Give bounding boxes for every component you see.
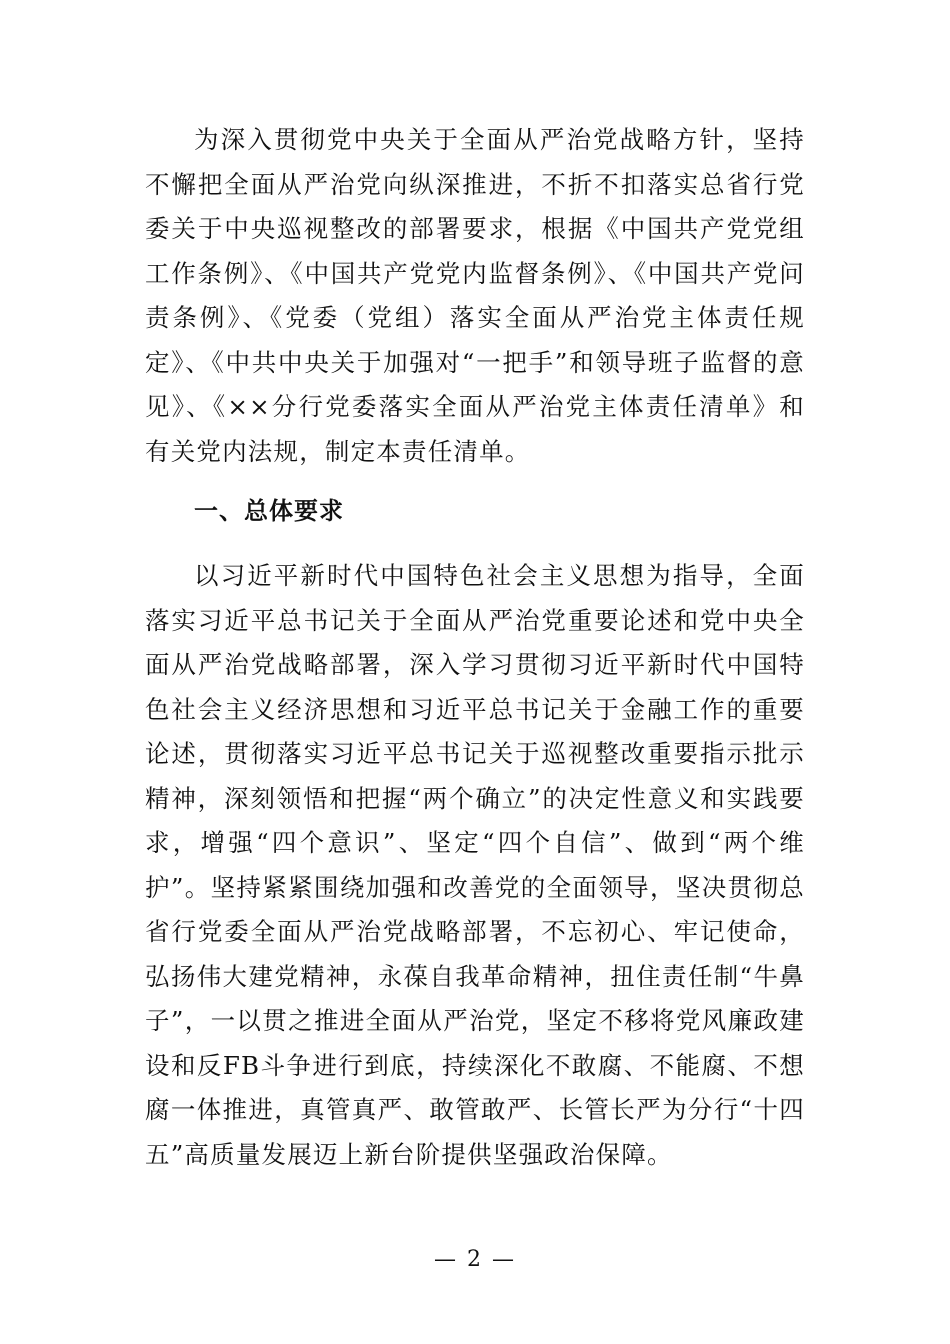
section-heading: 一、总体要求 xyxy=(194,497,344,525)
general-requirements-paragraph: 以习近平新时代中国特色社会主义思想为指导，全面落实习近平总书记关于全面从严治党重要论述和党中央全面从严治党战略部署，深入学习贯彻习近平新时代中国特色社会主义经济思想和习近平总书记关于金融工作的重要论述，贯彻落实习近平总书记关于巡视整改重要指示批示精神，深刻领悟和把握“两个确立”的决定性意义和实践要求，增强“四个意识”、坚定“四个自信”、做到“两个维护”。坚持紧紧围绕加强和改善党的全面领导，坚决贯彻总省行党委全面从严治党战略部署，不忘初心、牢记使命，弘扬伟大建党精神，永葆自我革命精神，扭住责任制“牛鼻子”，一以贯之推进全面从严治党，坚定不移将党风廉政建设和反FB斗争进行到底，持续深化不敢腐、不能腐、不想腐一体推进，真管真严、敢管敢严、长管长严为分行“十四五”高质量发展迈上新台阶提供坚强政治保障。 xyxy=(145,561,805,1169)
intro-paragraph: 为深入贯彻党中央关于全面从严治党战略方针，坚持不懈把全面从严治党向纵深推进，不折不扣落实总省行党委关于中央巡视整改的部署要求，根据《中国共产党党组工作条例》、《中国共产党党内监督条例》、《中国共产党问责条例》、《党委（党组）落实全面从严治党主体责任规定》、《中共中央关于加强对“一把手”和领导班子监督的意见》、《××分行党委落实全面从严治党主体责任清单》和有关党内法规，制定本责任清单。 xyxy=(145,125,805,466)
page-number: — 2 — xyxy=(434,1247,516,1272)
